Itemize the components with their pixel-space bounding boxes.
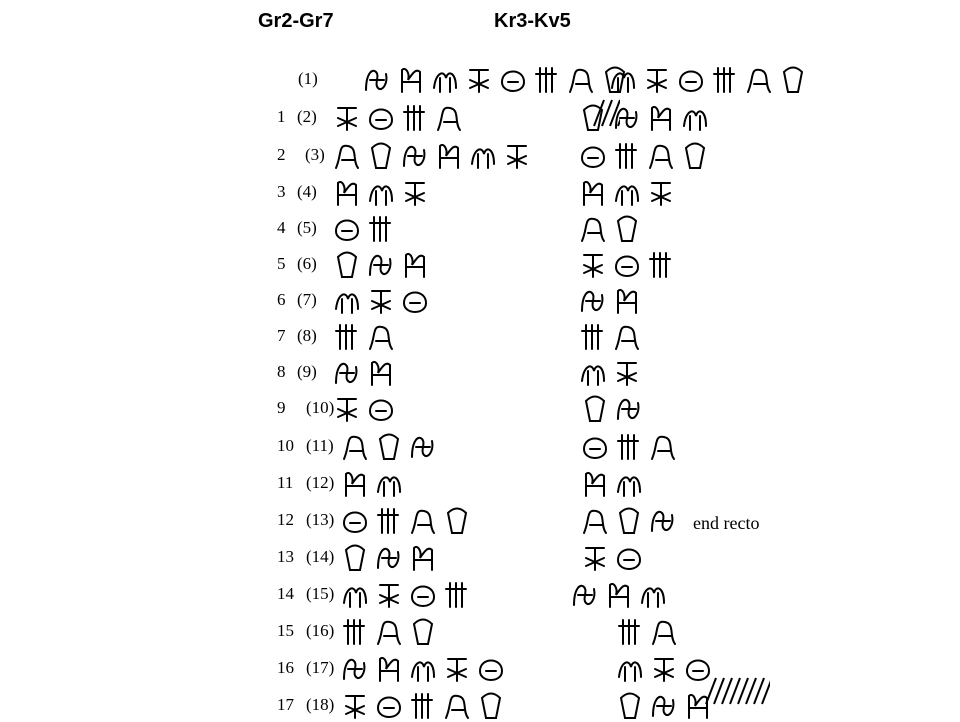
rongorongo-glyph — [476, 653, 506, 685]
line-number: 2 — [277, 145, 286, 164]
rongorongo-glyph — [476, 690, 506, 722]
rongorongo-glyph — [710, 64, 740, 96]
rongorongo-glyph — [442, 579, 472, 611]
rongorongo-glyph — [442, 690, 472, 722]
line-number: 3 — [277, 182, 286, 201]
kr-glyph-line — [615, 690, 713, 722]
rongorongo-glyph — [366, 140, 396, 172]
rongorongo-glyph — [642, 64, 672, 96]
rongorongo-glyph — [498, 64, 528, 96]
rongorongo-glyph — [580, 542, 610, 574]
kr-glyph-line — [578, 285, 642, 317]
header-gr2-gr7: Gr2-Gr7 — [258, 10, 334, 32]
rongorongo-glyph — [566, 64, 596, 96]
rongorongo-glyph — [649, 690, 679, 722]
rongorongo-glyph — [374, 616, 404, 648]
gr-glyph-line — [340, 431, 438, 463]
gr-glyph-line — [332, 357, 396, 389]
rongorongo-glyph — [442, 505, 472, 537]
rongorongo-glyph — [400, 177, 430, 209]
rongorongo-glyph — [340, 431, 370, 463]
rongorongo-glyph — [408, 690, 438, 722]
rongorongo-glyph — [778, 64, 808, 96]
rongorongo-glyph — [646, 249, 676, 281]
line-number: 15 — [277, 621, 294, 640]
line-number: 5 — [277, 254, 286, 273]
kr-glyph-line — [608, 64, 808, 96]
rongorongo-glyph — [648, 505, 678, 537]
rongorongo-glyph — [578, 213, 608, 245]
rongorongo-glyph — [400, 140, 430, 172]
rongorongo-glyph — [366, 177, 396, 209]
line-number: 16 — [277, 658, 294, 677]
rongorongo-glyph — [374, 505, 404, 537]
rongorongo-glyph — [434, 140, 464, 172]
rongorongo-glyph — [332, 102, 362, 134]
gr-glyph-line — [340, 468, 404, 500]
parallel-line-number: (12) — [306, 473, 335, 492]
parallel-line-number: (17) — [306, 658, 335, 677]
line-number: 6 — [277, 290, 286, 309]
kr-glyph-line — [615, 616, 679, 648]
kr-glyph-line — [580, 393, 644, 425]
kr-glyph-line — [578, 249, 676, 281]
rongorongo-glyph — [408, 579, 438, 611]
rongorongo-glyph — [612, 321, 642, 353]
rongorongo-glyph — [366, 357, 396, 389]
kr-glyph-line — [580, 431, 678, 463]
kr-glyph-line — [578, 321, 642, 353]
rongorongo-glyph — [366, 213, 396, 245]
rongorongo-glyph — [332, 285, 362, 317]
kr-glyph-line — [580, 505, 678, 537]
damaged-area-hatching — [700, 676, 770, 706]
rongorongo-glyph — [578, 177, 608, 209]
rongorongo-glyph — [502, 140, 532, 172]
rongorongo-glyph — [366, 321, 396, 353]
kr-glyph-line — [570, 579, 668, 611]
rongorongo-glyph — [408, 542, 438, 574]
rongorongo-glyph — [580, 505, 610, 537]
line-number: 8 — [277, 362, 286, 381]
rongorongo-glyph — [646, 177, 676, 209]
rongorongo-glyph — [578, 285, 608, 317]
rongorongo-glyph — [340, 653, 370, 685]
kr-glyph-line — [580, 542, 644, 574]
rongorongo-glyph — [340, 542, 370, 574]
rongorongo-glyph — [340, 505, 370, 537]
gr-glyph-line — [340, 505, 472, 537]
kr-glyph-line — [578, 140, 710, 172]
gr-glyph-line — [340, 653, 506, 685]
rongorongo-glyph — [638, 579, 668, 611]
rongorongo-glyph — [578, 357, 608, 389]
line-number: 13 — [277, 547, 294, 566]
rongorongo-glyph — [612, 213, 642, 245]
rongorongo-glyph — [374, 579, 404, 611]
line-number: 12 — [277, 510, 294, 529]
rongorongo-glyph — [615, 616, 645, 648]
rongorongo-glyph — [400, 249, 430, 281]
rongorongo-glyph — [612, 249, 642, 281]
rongorongo-glyph — [604, 579, 634, 611]
gr-glyph-line — [340, 690, 506, 722]
rongorongo-glyph — [408, 505, 438, 537]
parallel-line-number: (9) — [297, 362, 317, 381]
line-number: 1 — [277, 107, 286, 126]
line-number: 14 — [277, 584, 294, 603]
rongorongo-glyph — [614, 505, 644, 537]
rongorongo-glyph — [374, 468, 404, 500]
rongorongo-glyph — [578, 140, 608, 172]
rongorongo-glyph — [366, 393, 396, 425]
gr-glyph-line — [332, 177, 430, 209]
line-number: 4 — [277, 218, 286, 237]
rongorongo-glyph — [408, 616, 438, 648]
rongorongo-glyph — [430, 64, 460, 96]
rongorongo-glyph — [366, 285, 396, 317]
rongorongo-glyph — [340, 616, 370, 648]
parallel-line-number: (5) — [297, 218, 317, 237]
damaged-area-hatching — [588, 98, 620, 128]
rongorongo-glyph — [464, 64, 494, 96]
gr-glyph-line — [332, 321, 396, 353]
header-kr3-kv5: Kr3-Kv5 — [494, 10, 571, 32]
rongorongo-glyph — [615, 653, 645, 685]
rongorongo-glyph — [649, 616, 679, 648]
rongorongo-glyph — [646, 102, 676, 134]
rongorongo-glyph — [614, 393, 644, 425]
parallel-line-number: (18) — [306, 695, 335, 714]
rongorongo-glyph — [580, 431, 610, 463]
rongorongo-glyph — [332, 177, 362, 209]
rongorongo-glyph — [400, 102, 430, 134]
rongorongo-glyph — [374, 653, 404, 685]
parallel-line-number: (7) — [297, 290, 317, 309]
gr-glyph-line — [332, 393, 396, 425]
rongorongo-glyph — [400, 285, 430, 317]
rongorongo-glyph — [608, 64, 638, 96]
rongorongo-glyph — [366, 102, 396, 134]
rongorongo-glyph — [340, 690, 370, 722]
kr-glyph-line — [580, 468, 644, 500]
rongorongo-glyph — [332, 321, 362, 353]
rongorongo-glyph — [744, 64, 774, 96]
rongorongo-glyph — [580, 393, 610, 425]
rongorongo-glyph — [649, 653, 679, 685]
rongorongo-glyph — [332, 140, 362, 172]
gr-glyph-line — [340, 542, 438, 574]
rongorongo-glyph — [362, 64, 392, 96]
parallel-line-number: (4) — [297, 182, 317, 201]
gr-glyph-line — [332, 285, 430, 317]
kr-glyph-line — [578, 357, 642, 389]
rongorongo-glyph — [442, 653, 472, 685]
rongorongo-glyph — [615, 690, 645, 722]
gr-glyph-line — [332, 102, 464, 134]
rongorongo-glyph — [578, 249, 608, 281]
parallel-line-number: (6) — [297, 254, 317, 273]
rongorongo-glyph — [396, 64, 426, 96]
rongorongo-glyph — [580, 468, 610, 500]
rongorongo-glyph — [614, 468, 644, 500]
rongorongo-glyph — [578, 321, 608, 353]
line-number: 11 — [277, 473, 294, 492]
rongorongo-glyph — [332, 393, 362, 425]
rongorongo-glyph — [332, 357, 362, 389]
rongorongo-glyph — [648, 431, 678, 463]
rongorongo-glyph — [612, 357, 642, 389]
rongorongo-glyph — [680, 140, 710, 172]
parallel-line-number: (3) — [305, 145, 325, 164]
rongorongo-glyph — [332, 213, 362, 245]
rongorongo-glyph — [646, 140, 676, 172]
line-number: 17 — [277, 695, 294, 714]
parallel-line-number: (13) — [306, 510, 335, 529]
kr-glyph-line — [578, 177, 676, 209]
rongorongo-glyph — [570, 579, 600, 611]
rongorongo-glyph — [676, 64, 706, 96]
rongorongo-glyph — [340, 579, 370, 611]
gr-glyph-line — [340, 579, 472, 611]
rongorongo-glyph — [612, 140, 642, 172]
parallel-line-number: (16) — [306, 621, 335, 640]
gr-glyph-line — [332, 140, 532, 172]
rongorongo-glyph — [612, 177, 642, 209]
parallel-line-number: (15) — [306, 584, 335, 603]
rongorongo-glyph — [614, 431, 644, 463]
rongorongo-glyph — [340, 468, 370, 500]
rongorongo-glyph — [374, 542, 404, 574]
parallel-line-number: (8) — [297, 326, 317, 345]
rongorongo-glyph — [408, 431, 438, 463]
line-number: 10 — [277, 436, 294, 455]
parallel-line-number: (11) — [306, 436, 334, 455]
rongorongo-glyph — [532, 64, 562, 96]
rongorongo-glyph — [614, 542, 644, 574]
parallel-line-number: (14) — [306, 547, 335, 566]
rongorongo-glyph — [374, 690, 404, 722]
line-number: 9 — [277, 398, 286, 417]
rongorongo-glyph — [680, 102, 710, 134]
gr-glyph-line — [332, 213, 396, 245]
gr-glyph-line — [362, 64, 630, 96]
kr-glyph-line — [578, 213, 642, 245]
parallel-line-number: (10) — [306, 398, 335, 417]
rongorongo-glyph — [434, 102, 464, 134]
rongorongo-glyph — [612, 285, 642, 317]
rongorongo-glyph — [366, 249, 396, 281]
gr-glyph-line — [332, 249, 430, 281]
rongorongo-glyph — [468, 140, 498, 172]
kr-glyph-line — [615, 653, 713, 685]
rongorongo-glyph — [408, 653, 438, 685]
end-recto-note: end recto — [693, 513, 760, 533]
parallel-line-number: (1) — [298, 69, 318, 88]
rongorongo-glyph — [332, 249, 362, 281]
rongorongo-glyph — [374, 431, 404, 463]
parallel-line-number: (2) — [297, 107, 317, 126]
gr-glyph-line — [340, 616, 438, 648]
line-number: 7 — [277, 326, 286, 345]
